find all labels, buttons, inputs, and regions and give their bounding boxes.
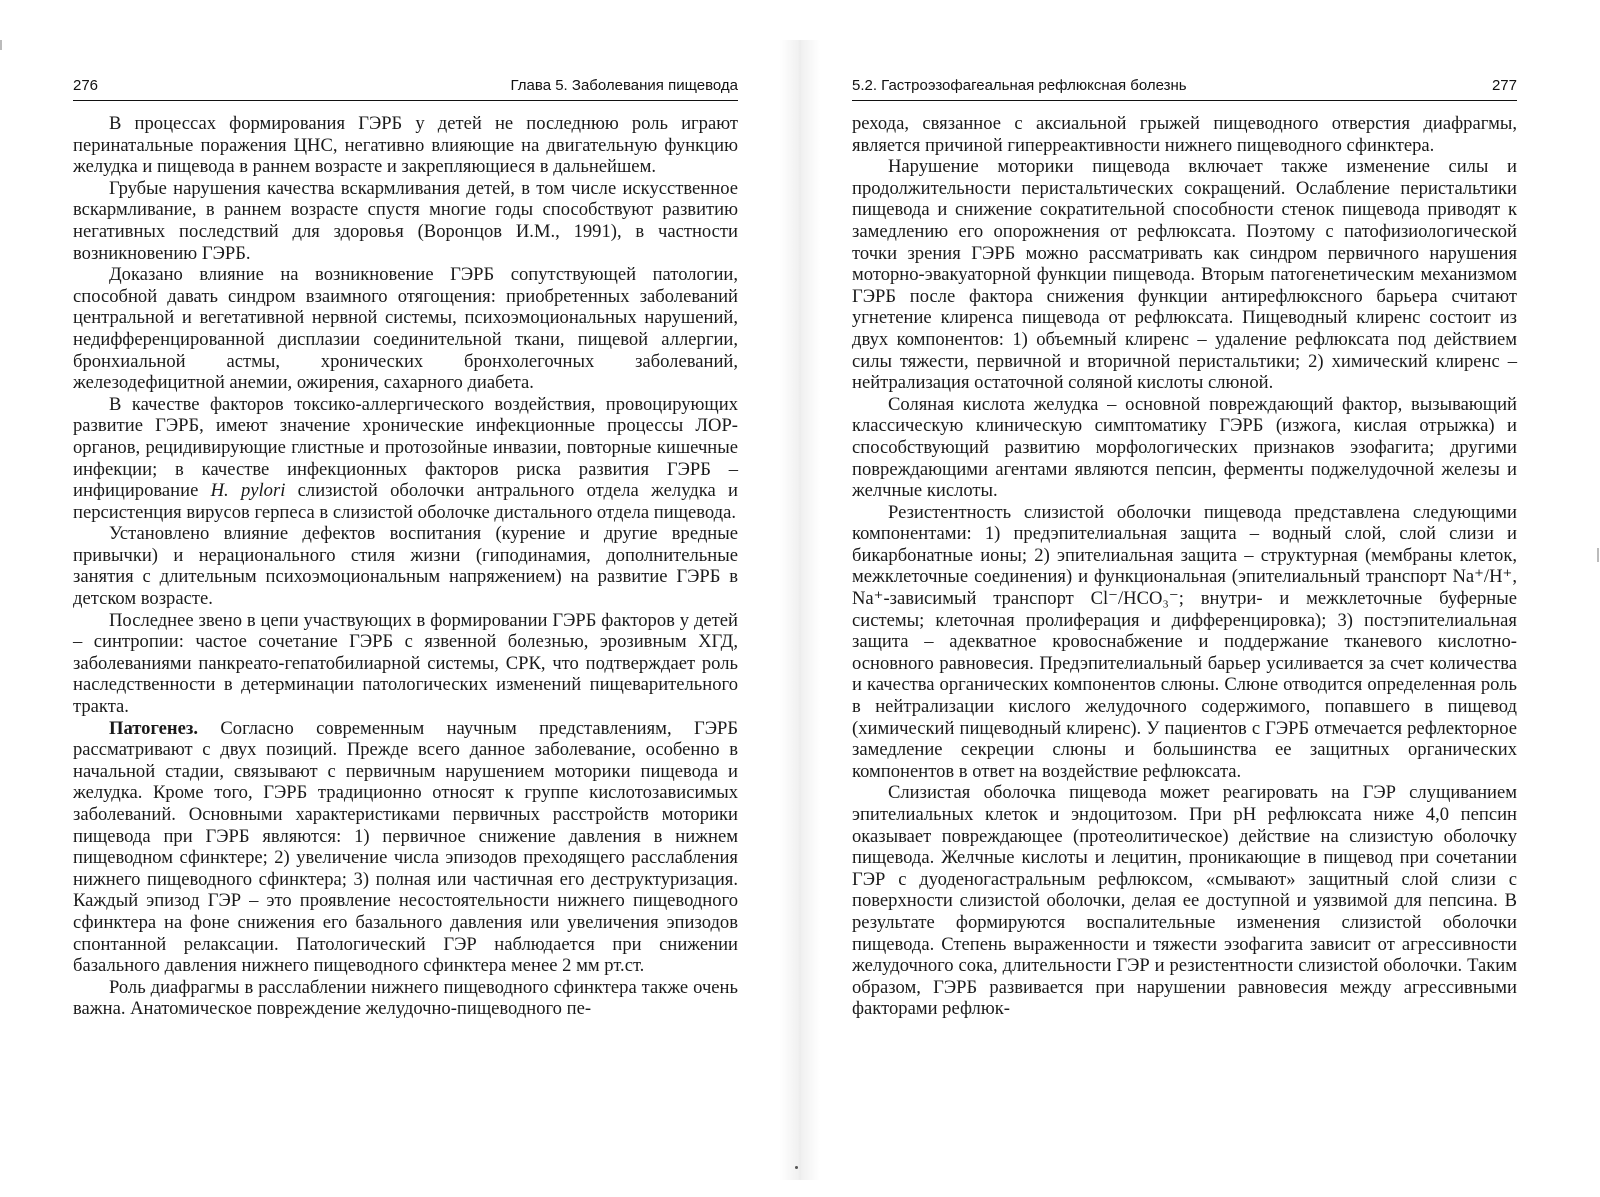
running-head	[73, 76, 738, 101]
chapter-title: Глава 5. Заболевания пищевода	[510, 77, 738, 94]
page-number: 276	[73, 77, 99, 94]
paragraph	[73, 394, 738, 524]
running-head	[852, 76, 1517, 101]
paragraph	[73, 718, 738, 977]
paragraph: Последнее звено в цепи участвующих в формировании ГЭРБ факторов у детей – синтропии: частое сочетание ГЭРБ с язвенной болезнью, эрозивным ХГД, заболеваниями панкреато-гепатобилиарной системы, СРК, что подтверждает роль наследственности в детерминации патологических изменений пищеварительного тракта.	[73, 609, 738, 718]
paragraph-continuation: рехода, связанное с аксиальной грыжей пищеводного отверстия диафрагмы, является причиной гиперреактивности нижнего пищеводного сфинктера.	[852, 113, 1517, 156]
page-edge-mark	[0, 40, 2, 50]
body-text	[73, 113, 738, 1020]
page-number: 277	[1491, 77, 1517, 94]
paragraph-text: В качестве факторов токсико-аллергического воздействия, провоцирующих развитие ГЭРБ, имеют значение хронические инфекционные процессы ЛОР-органов, рецидивирующие глистные и протозойные инвазии, повторные кишечные инфекции; в качестве инфекционных факторов риска развития ГЭРБ – инфицирование	[73, 393, 738, 502]
section-title: 5.2. Гастроэзофагеальная рефлюксная болезнь	[852, 77, 1187, 94]
paragraph: В процессах формирования ГЭРБ у детей не последнюю роль играют перинатальные поражения ЦНС, негативно влияющие на двигательную функцию желудка и пищевода в раннем возрасте и закрепляющиеся в дальнейшем.	[73, 113, 738, 178]
paragraph: Доказано влияние на возникновение ГЭРБ сопутствующей патологии, способной давать синдром взаимного отягощения: приобретенных заболеваний центральной и вегетативной нервной системы, психоэмоциональных нарушений, недифференцированной дисплазии соединительной ткани, пищевой аллергии, бронхиальной астмы, хронических бронхолегочных заболеваний, железодефицитной анемии, ожирения, сахарного диабета.	[73, 264, 738, 394]
paragraph: Установлено влияние дефектов воспитания (курение и другие вредные привычки) и нерационального стиля жизни (гиподинамия, дополнительные занятия с длительным психоэмоциональным напряжением) на развитие ГЭРБ в детском возрасте.	[73, 523, 738, 610]
page-edge-mark	[1597, 548, 1599, 562]
body-text	[852, 113, 1517, 1020]
speck	[795, 1166, 798, 1169]
paragraph: Роль диафрагмы в расслаблении нижнего пищеводного сфинктера также очень важна. Анатомическое повреждение желудочно-пищеводного пе-	[73, 976, 738, 1020]
paragraph: Соляная кислота желудка – основной повреждающий фактор, вызывающий классическую клиническую симптоматику ГЭРБ (изжога, кислая отрыжка) и способствующий развитию морфологических признаков эзофагита; другими повреждающими агентами являются пепсин, ферменты поджелудочной железы и желчные кислоты.	[852, 393, 1517, 502]
paragraph: Нарушение моторики пищевода включает также изменение силы и продолжительности перистальтических сокращений. Ослабление перистальтики пищевода и снижение сократительной способности стенок пищевода приводят к замедлению его опорожнения от рефлюксата. Поэтому с патофизиологической точки зрения ГЭРБ можно рассматривать как синдром первичного нарушения моторно-эвакуаторной функции пищевода. Вторым патогенетическим механизмом ГЭРБ после фактора снижения функции антирефлюксного барьера считают угнетение клиренса пищевода от рефлюксата. Пищеводный клиренс состоит из двух компонентов: 1) объемный клиренс – удаление рефлюксата под действием силы тяжести, первичной и вторичной перистальтики; 2) химический клиренс – нейтрализация остаточной соляной кислоты слюной.	[852, 156, 1517, 394]
organism-name: H. pylori	[210, 480, 286, 502]
paragraph-text: слизистой оболочки антрального отдела желудка и персистенция вирусов герпеса в слизистой оболочке дистального отдела пищевода.	[73, 480, 739, 523]
run-in-heading: Патогенез.	[109, 717, 199, 739]
paragraph: Грубые нарушения качества вскармливания детей, в том числе искусственное вскармливание, в раннем возрасте спустя многие годы способствуют развитию негативных последствий для здоровья (Воронцов И.М., 1991), в частности возникновению ГЭРБ.	[73, 177, 738, 264]
book-gutter	[780, 40, 820, 1180]
paragraph: Слизистая оболочка пищевода может реагировать на ГЭР слущиванием эпителиальных клеток и эндоцитозом. При pH рефлюксата ниже 4,0 пепсин оказывает повреждающее (протеолитическое) действие на слизистую оболочку пищевода. Желчные кислоты и лецитин, проникающие в пищевод при сочетании ГЭР с дуоденогастральным рефлюксом, «смывают» защитный слой слизи с поверхности слизистой оболочки, делая ее доступной и уязвимой для пепсина. В результате формируются воспалительные изменения слизистой оболочки пищевода. Степень выраженности и тяжести эзофагита зависит от агрессивности желудочного сока, длительности ГЭР и резистентности слизистой оболочки. Таким образом, ГЭРБ развивается при нарушении равновесия между агрессивными факторами рефлюк-	[852, 782, 1517, 1020]
paragraph: Резистентность слизистой оболочки пищевода представлена следующими компонентами: 1) предэпителиальная защита – водный слой, слой слизи и бикарбонатные ионы; 2) эпителиальная защита – структурная (мембраны клеток, межклеточные соединения) и функциональная (эпителиальный транспорт Na⁺/H⁺, Na⁺-зависимый транспорт Cl⁻/HCO₃⁻; внутри- и межклеточные буферные системы; клеточная пролиферация и дифференцировка); 3) постэпителиальная защита – адекватное кровоснабжение и поддержание тканевого кислотно-основного равновесия. Предэпителиальный барьер усиливается за счет количества и качества органических компонентов слюны. Слюне отводится определенная роль в нейтрализации кислого желудочного содержимого, попавшего в пищевод (химический пищеводный клиренс). У пациентов с ГЭРБ отмечается рефлекторное замедление секреции слюны и большинства ее защитных органических компонентов в ответ на воздействие рефлюксата.	[852, 501, 1517, 782]
paragraph-text: Согласно современным научным представлениям, ГЭРБ рассматривают с двух позиций. Прежде всего данное заболевание, особенно в начальной стадии, связывают с первичным нарушением моторики пищевода и желудка. Кроме того, ГЭРБ традиционно относят к группе кислотозависимых заболеваний. Основными характеристиками первичных расстройств моторики пищевода при ГЭРБ являются: 1) первичное снижение давления в нижнем пищеводном сфинктере; 2) увеличение числа эпизодов преходящего расслабления нижнего пищеводного сфинктера; 3) полная или частичная его деструктуризация. Каждый эпизод ГЭР – это проявление несостоятельности нижнего пищеводного сфинктера на фоне снижения его базального давления или увеличения эпизодов спонтанной релаксации. Патологический ГЭР наблюдается при снижении базального давления нижнего пищеводного сфинктера менее 2 мм рт.ст.	[73, 717, 738, 977]
